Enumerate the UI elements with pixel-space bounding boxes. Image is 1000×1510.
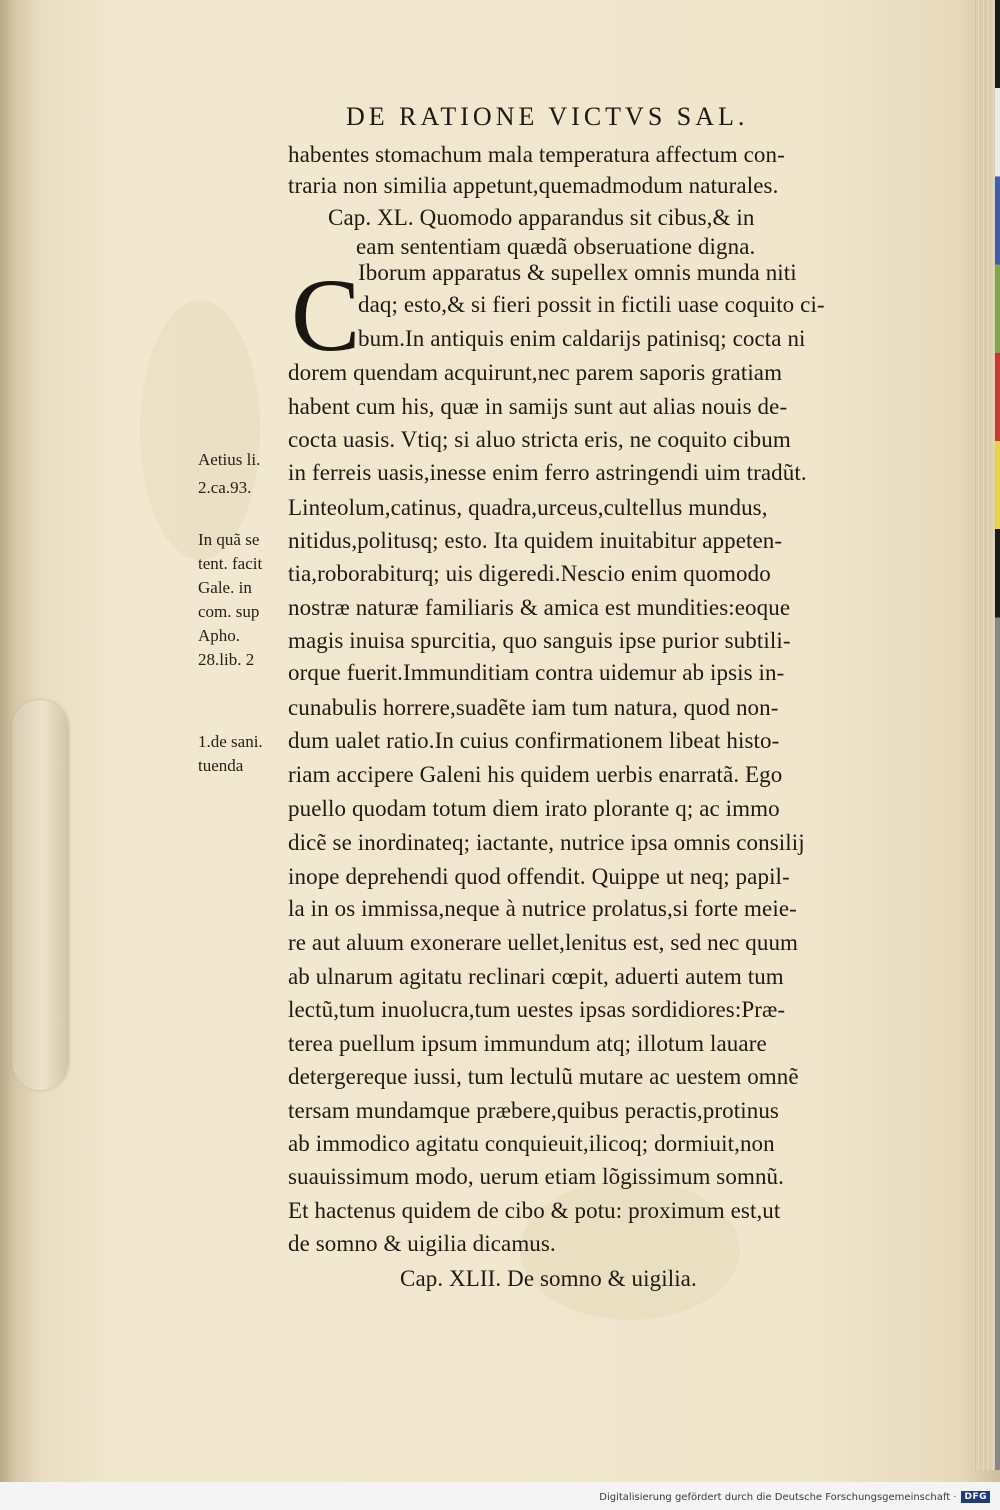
book-clasp — [12, 700, 68, 1090]
text-line: in ferreis uasis,inesse enim ferro astringendi uim tradũt. — [288, 460, 807, 485]
text-line: bum.In antiquis enim caldarijs patinisq; cocta ni — [358, 326, 806, 351]
footer-text: Digitalisierung gefördert durch die Deutsche Forschungsgemeinschaft · — [599, 1491, 957, 1503]
text-line: cunabulis horrere,suadẽte iam tum natura, quod non- — [288, 695, 779, 720]
text-line: de somno & uigilia dicamus. — [288, 1231, 556, 1256]
text-line: Et hactenus quidem de cibo & potu: proximum est,ut — [288, 1198, 781, 1223]
drop-cap-initial: C — [291, 258, 361, 373]
text-line: nitidus,politusq; esto. Ita quidem inuitabitur appeten- — [288, 528, 783, 553]
text-line: Iborum apparatus & supellex omnis munda niti — [358, 260, 797, 285]
margin-note: In quã se — [198, 530, 260, 549]
margin-note: Apho. — [198, 626, 241, 645]
margin-note: tent. facit — [198, 554, 263, 573]
text-line: Linteolum,catinus, quadra,urceus,cultellus mundus, — [288, 495, 768, 520]
text-line: ab immodico agitatu conquieuit,ilicoq; dormiuit,non — [288, 1131, 775, 1156]
text-line: puello quodam totum diem irato plorante q; ac immo — [288, 796, 780, 821]
chapter-heading: Cap. XL. Quomodo apparandus sit cibus,& in — [328, 205, 755, 230]
margin-note: com. sup — [198, 602, 260, 621]
text-line: tia,roborabiturq; uis digeredi.Nescio enim quomodo — [288, 561, 771, 586]
text-line: cocta uasis. Vtiq; si aluo stricta eris, ne coquito cibum — [288, 427, 791, 452]
margin-note: 1.de sani. — [198, 732, 263, 751]
text-line: re aut aluum exonerare uellet,lenitus est, sed nec quum — [288, 930, 799, 955]
text-line: habentes stomachum mala temperatura affectum con- — [288, 142, 785, 167]
paper-stain — [140, 300, 260, 560]
footer-band — [0, 1482, 1000, 1510]
text-line: tersam mundamque præbere,quibus peractis,protinus — [288, 1098, 779, 1123]
margin-note: Gale. in — [198, 578, 252, 597]
text-line: nostræ naturæ familiaris & amica est mundities:eoque — [288, 595, 791, 620]
text-line: terea puellum ipsum immundum atq; illotum lauare — [288, 1031, 767, 1056]
text-line: dum ualet ratio.In cuius confirmationem libeat histo- — [288, 728, 780, 753]
margin-note: 2.ca.93. — [198, 478, 252, 497]
text-line: magis inuisa spurcitia, quo sanguis ipse purior subtili- — [288, 628, 791, 653]
text-line: traria non similia appetunt,quemadmodum naturales. — [288, 173, 779, 198]
dfg-logo-icon: DFG — [961, 1491, 990, 1503]
margin-note: Aetius li. — [198, 450, 261, 469]
margin-note: 28.lib. 2 — [198, 650, 255, 669]
text-line: dicẽ se inordinateq; iactante, nutrice ipsa omnis consilij — [288, 830, 805, 855]
digitization-credit — [599, 1491, 990, 1503]
text-line: habent cum his, quæ in samijs sunt aut alias nouis de- — [288, 394, 788, 419]
chapter-heading: eam sententiam quædã obseruatione digna. — [356, 234, 756, 259]
text-line: ab ulnarum agitatu reclinari cœpit, aduerti autem tum — [288, 964, 784, 989]
text-line: la in os immissa,neque à nutrice prolatus,si forte meie- — [288, 896, 797, 921]
margin-note: tuenda — [198, 756, 244, 775]
text-line: inope deprehendi quod offendit. Quippe ut neq; papil- — [288, 864, 790, 889]
text-line: riam accipere Galeni his quidem uerbis enarratã. Ego — [288, 762, 783, 787]
chapter-heading: Cap. XLII. De somno & uigilia. — [400, 1266, 697, 1291]
text-line: orque fuerit.Immunditiam contra uidemur ab ipsis in- — [288, 660, 785, 685]
running-head: DE RATIONE VICTVS SAL. — [346, 102, 749, 131]
text-line: lectũ,tum inuolucra,tum uestes ipsas sordidiores:Præ- — [288, 997, 786, 1022]
text-line: detergereque iussi, tum lectulũ mutare ac uestem omnẽ — [288, 1064, 799, 1089]
text-line: suauissimum modo, uerum etiam lõgissimum somnũ. — [288, 1164, 784, 1189]
color-calibration-strip — [995, 0, 1000, 1470]
text-line: daq; esto,& si fieri possit in fictili uase coquito ci- — [358, 292, 825, 317]
text-line: dorem quendam acquirunt,nec parem saporis gratiam — [288, 360, 783, 385]
